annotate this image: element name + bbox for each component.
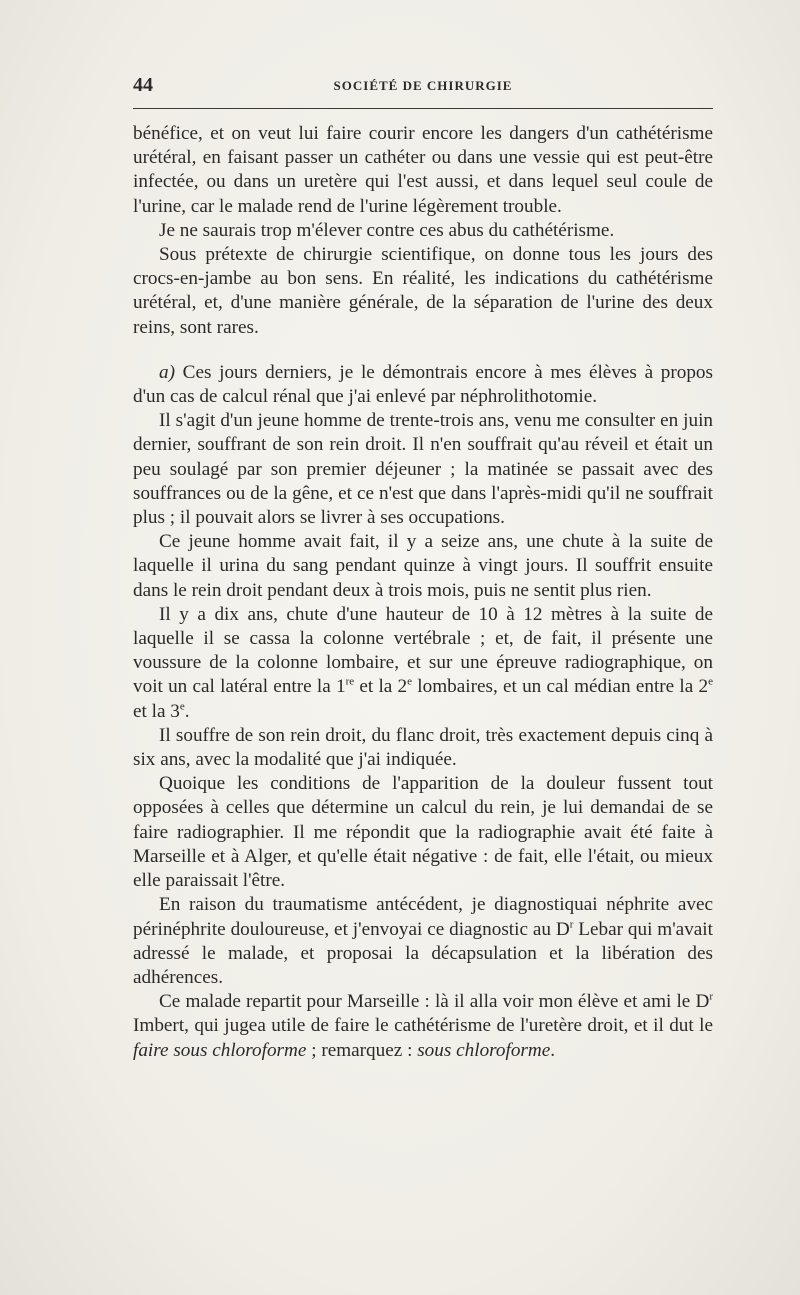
text-run: et la 3: [133, 700, 180, 722]
superscript: e: [179, 700, 185, 713]
text-run: lombaires, et un cal médian entre la 2: [412, 676, 709, 698]
superscript: e: [407, 676, 413, 689]
superscript: r: [569, 918, 574, 931]
superscript: r: [709, 990, 713, 1003]
text-run: Imbert, qui jugea utile de faire le cathétérisme de l'uretère droit, et il dut le: [133, 1015, 713, 1037]
text-run: et la 2: [354, 676, 408, 698]
paragraph: Ce jeune homme avait fait, il y a seize ans, une chute à la suite de laquelle il urina du sang pendant quinze à vingt jours. Il souffrit ensuite dans le rein droit pendant deux à trois mois, puis ne sentit plus rien.: [133, 531, 713, 601]
italic-text: sous chloroforme: [417, 1039, 551, 1061]
text-run: Ce malade repartit pour Marseille : là il alla voir mon élève et ami le D: [159, 991, 710, 1013]
paragraph: Quoique les conditions de l'apparition de la douleur fussent tout opposées à celles que détermine un calcul du rein, je lui demandai de se faire radiographier. Il me répondit que la radiographie avait été faite à Marseille et à Alger, et qu'elle était négative : de fait, elle l'était, ou mieux elle paraissait l'être.: [133, 773, 713, 892]
superscript: e: [708, 676, 714, 689]
item-marker: a): [159, 361, 175, 383]
text-run: En raison du traumatisme antécédent, je diagnostiquai néphrite avec périnéphrite douloureuse, et j'envoyai ce diagnostic au D: [133, 894, 713, 940]
text-run: .: [184, 700, 190, 722]
paragraph-a: [133, 361, 713, 409]
body-text: [133, 122, 713, 1063]
running-title: SOCIÉTÉ DE CHIRURGIE: [333, 78, 513, 93]
paragraph: bénéfice, et on veut lui faire courir encore les dangers d'un cathétérisme urétéral, en faisant passer un cathéter ou dans une vessie qui est peut-être infectée, ou dans un uretère qui l'est aussi, et dans lequel seul coule de l'urine, car le malade rend de l'urine légèrement trouble.: [133, 123, 713, 217]
text-run: Il y a dix ans, chute d'une hauteur de 10 à 12 mètres à la suite de laquelle il se cassa la colonne vertébrale ; et, de fait, il présente une voussure de la colonne lombaire, et sur une épreuve radiographique, on voit un cal latéral entre la 1: [133, 603, 713, 698]
paragraph: [133, 990, 713, 1063]
paragraph: [133, 603, 713, 724]
italic-text: faire sous chloroforme: [133, 1039, 307, 1061]
paragraph-text: Ces jours derniers, je le démontrais encore à mes élèves à propos d'un cas de calcul rénal que j'ai enlevé par néphrolithotomie.: [133, 361, 713, 408]
paragraph: Il souffre de son rein droit, du flanc droit, très exactement depuis cinq à six ans, avec la modalité que j'ai indiquée.: [133, 724, 713, 771]
header-rule: [133, 108, 713, 109]
text-run: ; remarquez :: [306, 1039, 418, 1061]
superscript: re: [345, 676, 355, 689]
page-number: 44: [133, 74, 153, 96]
text-run: .: [550, 1039, 556, 1061]
paragraph: Sous prétexte de chirurgie scientifique, on donne tous les jours des crocs-en-jambe au bon sens. En réalité, les indications du cathétérisme urétéral, et, d'une manière générale, de la séparation de l'urine des deux reins, sont rares.: [133, 244, 713, 338]
paragraph: [133, 893, 713, 990]
paragraph: Je ne saurais trop m'élever contre ces abus du cathétérisme.: [159, 219, 615, 241]
text-run: Lebar qui m'avait adressé le malade, et proposai la décapsulation et la libération des adhérences.: [133, 918, 713, 988]
paragraph: Il s'agit d'un jeune homme de trente-trois ans, venu me consulter en juin dernier, souffrant de son rein droit. Il n'en souffrait qu'au réveil et était un peu soulagé par son premier déjeuner ; la matinée se passait avec des souffrances ou de la gêne, et ce n'est que dans l'après-midi qu'il ne souffrait plus ; il pouvait alors se livrer à ses occupations.: [133, 410, 713, 529]
page-header: [133, 74, 713, 96]
